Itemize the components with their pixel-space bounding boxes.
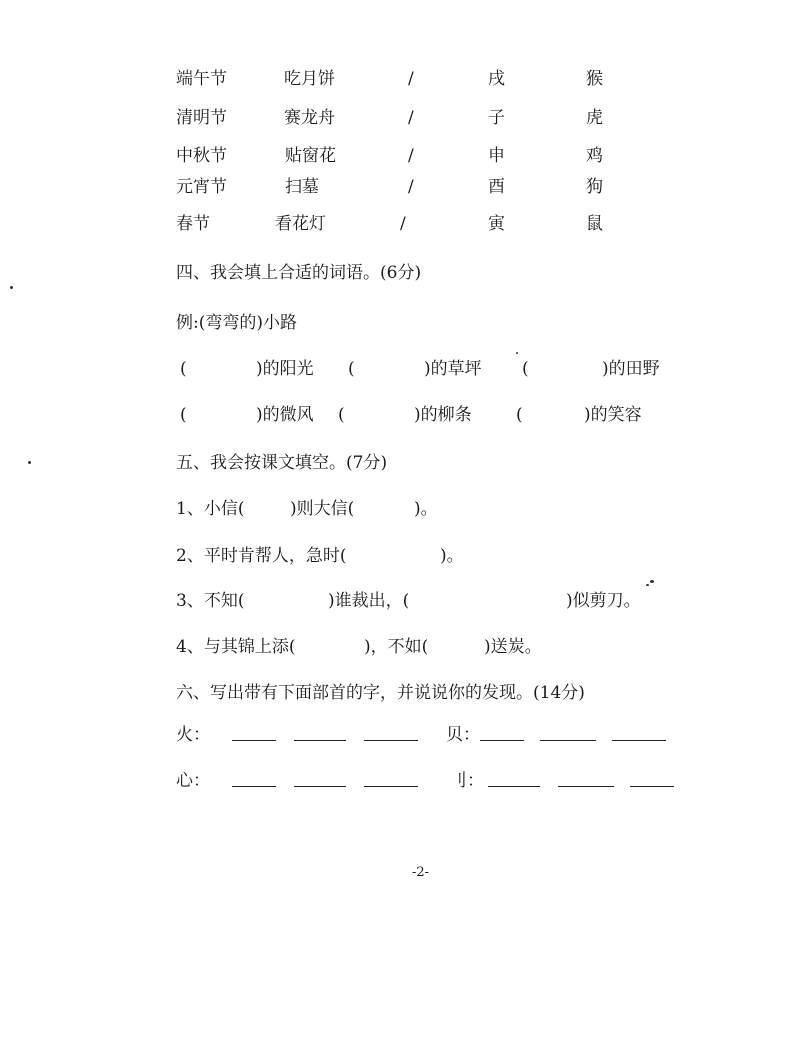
- answer-blank[interactable]: [488, 786, 540, 787]
- section-four-title: 四、我会填上合适的词语。(6分): [176, 263, 422, 283]
- scan-speck: [646, 584, 649, 586]
- zodiac-animal-item: 猴: [586, 69, 603, 89]
- answer-blank[interactable]: [294, 786, 346, 787]
- festival-item: 元宵节: [176, 177, 227, 197]
- answer-blank[interactable]: [294, 740, 346, 741]
- earthly-branch-item: 酉: [488, 177, 505, 197]
- custom-item: 赛龙舟: [284, 108, 335, 128]
- separator-slash: /: [408, 146, 414, 166]
- festival-item: 春节: [176, 214, 210, 234]
- fill-paren-open: (: [522, 359, 529, 379]
- answer-blank[interactable]: [232, 740, 276, 741]
- fill-phrase: )的草坪: [424, 359, 482, 379]
- recite-item-1: )则大信(: [290, 499, 355, 519]
- section-five-title: 五、我会按课文填空。(7分): [176, 453, 388, 473]
- fill-paren-open: (: [180, 359, 187, 379]
- page-number: -2-: [412, 865, 430, 880]
- fill-paren-open: (: [180, 405, 187, 425]
- fill-paren-open: (: [348, 359, 355, 379]
- radical-label: 刂：: [450, 771, 484, 791]
- zodiac-animal-item: 虎: [586, 108, 603, 128]
- recite-item-4: )，不如(: [364, 637, 429, 657]
- answer-blank[interactable]: [630, 786, 674, 787]
- custom-item: 扫墓: [285, 177, 319, 197]
- fill-paren-open: (: [516, 405, 523, 425]
- festival-item: 清明节: [176, 108, 227, 128]
- separator-slash: /: [408, 177, 414, 197]
- zodiac-animal-item: 狗: [586, 177, 603, 197]
- fill-paren-open: (: [338, 405, 345, 425]
- scan-speck: [650, 580, 654, 583]
- zodiac-animal-item: 鼠: [586, 214, 603, 234]
- answer-blank[interactable]: [558, 786, 614, 787]
- festival-item: 中秋节: [176, 146, 227, 166]
- recite-item-3: 3、不知(: [176, 591, 245, 611]
- section-six-title: 六、写出带有下面部首的字，并说说你的发现。(14分): [176, 683, 585, 703]
- separator-slash: /: [408, 108, 414, 128]
- recite-item-3: )似剪刀。: [566, 591, 641, 611]
- recite-item-2: 2、平时肯帮人，急时(: [176, 546, 347, 566]
- separator-slash: /: [408, 69, 414, 89]
- festival-item: 端午节: [176, 69, 227, 89]
- recite-item-3: )谁裁出，(: [328, 591, 410, 611]
- zodiac-animal-item: 鸡: [586, 146, 603, 166]
- earthly-branch-item: 申: [488, 146, 505, 166]
- custom-item: 吃月饼: [284, 69, 335, 89]
- answer-blank[interactable]: [540, 740, 596, 741]
- separator-slash: /: [400, 214, 406, 234]
- scan-speck: [10, 286, 13, 289]
- recite-item-1: )。: [414, 499, 438, 519]
- custom-item: 看花灯: [275, 214, 326, 234]
- fill-phrase: )的阳光: [256, 359, 314, 379]
- earthly-branch-item: 子: [488, 108, 505, 128]
- scan-speck: [28, 461, 31, 464]
- custom-item: 贴窗花: [285, 146, 336, 166]
- radical-label: 心：: [176, 771, 210, 791]
- answer-blank[interactable]: [232, 786, 276, 787]
- answer-blank[interactable]: [612, 740, 666, 741]
- earthly-branch-item: 寅: [488, 214, 505, 234]
- recite-item-1: 1、小信(: [176, 499, 245, 519]
- earthly-branch-item: 戌: [488, 69, 505, 89]
- recite-item-4: 4、与其锦上添(: [176, 637, 296, 657]
- fill-phrase: )的柳条: [414, 405, 472, 425]
- recite-item-4: )送炭。: [484, 637, 542, 657]
- fill-phrase: )的笑容: [584, 405, 642, 425]
- recite-item-2: )。: [440, 546, 464, 566]
- scan-speck: [516, 352, 518, 354]
- radical-label: 火：: [176, 725, 210, 745]
- fill-phrase: )的微风: [256, 405, 314, 425]
- answer-blank[interactable]: [480, 740, 524, 741]
- radical-label: 贝：: [446, 725, 480, 745]
- answer-blank[interactable]: [364, 740, 418, 741]
- section-four-example: 例:(弯弯的)小路: [176, 313, 297, 333]
- fill-phrase: )的田野: [602, 359, 660, 379]
- answer-blank[interactable]: [364, 786, 418, 787]
